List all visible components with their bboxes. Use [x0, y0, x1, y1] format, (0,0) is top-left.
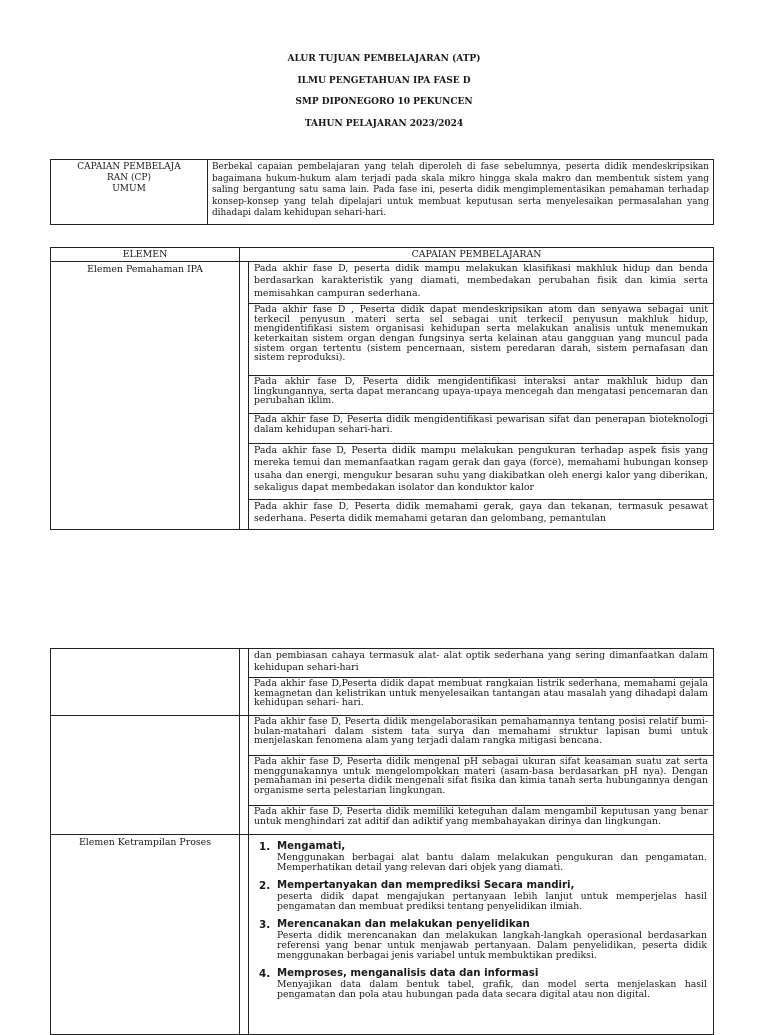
table-row: dan pembiasan cahaya termasuk alat- alat optik sederhana yang sering dimanfaatkan dalam kehidupan sehari-hari	[249, 649, 714, 678]
title-subject: ILMU PENGETAHUAN IPA FASE D	[297, 75, 471, 86]
table-row: Pada akhir fase D, Peserta didik mengidentifikasi interaksi antar makhluk hidup dan lingkungannya, serta dapat merancang upaya-upaya mencegah dan mengatasi pencemaran dan perubahan iklim.	[249, 376, 714, 414]
list-item: 3. Merencanakan dan melakukan penyelidikan Peserta didik merencanakan dan melakukan langkah-langkah operasional berdasarkan referensi yang benar untuk menjawab pertanyaan. Dalam penyelidikan, peserta didik menggunakan berbagai jenis variabel untuk membuktikan prediksi.	[259, 918, 707, 961]
element-ketrampilan-proses: Elemen Ketrampilan Proses	[51, 835, 240, 1035]
skills-list	[249, 835, 713, 1000]
title-year: TAHUN PELAJARAN 2023/2024	[304, 118, 464, 129]
table-row: Pada akhir fase D, Peserta didik mengidentifikasi pewarisan sifat dan penerapan bioteknologi dalam kehidupan sehari-hari.	[249, 414, 714, 444]
table-row: Pada akhir fase D, Peserta didik memahami gerak, gaya dan tekanan, termasuk pesawat sederhana. Peserta didik memahami getaran dan gelombang, pemantulan	[249, 500, 714, 530]
list-item: 1. Mengamati, Menggunakan berbagai alat bantu dalam melakukan pengukuran dan pengamatan. Memperhatikan detail yang relevan dari objek yang diamati.	[259, 841, 707, 873]
skills-list-cell	[249, 835, 714, 1035]
elemen-table-page1	[50, 247, 714, 530]
table-row: Pada akhir fase D, Peserta didik mengenal pH sebagai ukuran sifat keasaman suatu zat serta menggunakannya untuk mengelompokkan materi (asam-basa berdasarkan pH nya). Dengan pemahaman ini peserta didik mengenali sifat fisika dan kimia tanah serta hubungannya dengan organisme serta pelestarian lingkungan.	[249, 756, 714, 806]
element-pemahaman-ipa: Elemen Pemahaman IPA	[51, 262, 240, 530]
title-school: SMP DIPONEGORO 10 PEKUNCEN	[295, 97, 473, 107]
cp-umum-label: CAPAIAN PEMBELAJA RAN (CP) UMUM	[51, 160, 208, 225]
elemen-table-page2	[50, 648, 714, 1035]
table-row: Pada akhir fase D, Peserta didik mampu melakukan pengukuran terhadap aspek fisis yang mereka temui dan memanfaatkan ragam gerak dan gaya (force), memahami hubungan konsep usaha dan energi, mengukur besaran suhu yang diakibatkan oleh energi kalor yang diberikan, sekaligus dapat membedakan isolator dan konduktor kalor	[249, 444, 714, 500]
cp-umum-table	[50, 159, 714, 225]
table-row: Pada akhir fase D , Peserta didik dapat mendeskripsikan atom dan senyawa sebagai unit terkecil penyusun materi serta sel sebagai unit terkecil penyusun makhluk hidup, mengidentifikasi sistem organisasi kehidupan serta melakukan analisis untuk menemukan keterkaitan sistem organ dengan fungsinya serta kelainan atau gangguan yang muncul pada sistem organ tertentu (sistem pencernaan, sistem peredaran darah, sistem pernafasan dan sistem reproduksi).	[249, 304, 714, 376]
table-row: Pada akhir fase D,Peserta didik dapat membuat rangkaian listrik sederhana, memahami gejala kemagnetan dan kelistrikan untuk menyelesaikan tantangan atau masalah yang dihadapi dalam kehidupan sehari- hari.	[249, 678, 714, 716]
list-item: 2. Mempertanyakan dan memprediksi Secara mandiri, peserta didik dapat mengajukan pertanyaan lebih lanjut untuk memperjelas hasil pengamatan dan membuat prediksi tentang penyelidikan ilmiah.	[259, 879, 707, 912]
table-row: Pada akhir fase D, Peserta didik mengelaborasikan pemahamannya tentang posisi relatif bumi-bulan-matahari dalam sistem tata surya dan memahami struktur lapisan bumi untuk menjelaskan fenomena alam yang terjadi dalam rangka mitigasi bencana.	[249, 716, 714, 756]
col-header-capaian: CAPAIAN PEMBELAJARAN	[240, 248, 714, 262]
table-row: Pada akhir fase D, Peserta didik memiliki keteguhan dalam mengambil keputusan yang benar untuk menghindari zat aditif dan adiktif yang membahayakan dirinya dan lingkungan.	[249, 806, 714, 835]
cp-umum-text: Berbekal capaian pembelajaran yang telah diperoleh di fase sebelumnya, peserta didik mendeskripsikan bagaimana hukum-hukum alam terjadi pada skala mikro hingga skala makro dan membentuk sistem yang saling bergantung satu sama lain. Pada fase ini, peserta didik mengimplementasikan pemahaman terhadap konsep-konsep yang telah dipelajari untuk membuat keputusan serta menyelesaikan permasalahan yang dihadapi dalam kehidupan sehari-hari.	[208, 160, 714, 225]
table-row: Pada akhir fase D, peserta didik mampu melakukan klasifikasi makhluk hidup dan benda berdasarkan karakteristik yang diamati, membedakan perubahan fisik dan kimia serta memisahkan campuran sederhana.	[249, 262, 714, 304]
document-header	[0, 54, 768, 140]
col-header-elemen: ELEMEN	[51, 248, 240, 262]
list-item: 4. Memproses, menganalisis data dan informasi Menyajikan data dalam bentuk tabel, grafik, dan model serta menjelaskan hasil pengamatan dan pola atau hubungan pada data secara digital atau non digital.	[259, 967, 707, 1000]
title-atp: ALUR TUJUAN PEMBELAJARAN (ATP)	[287, 54, 481, 64]
